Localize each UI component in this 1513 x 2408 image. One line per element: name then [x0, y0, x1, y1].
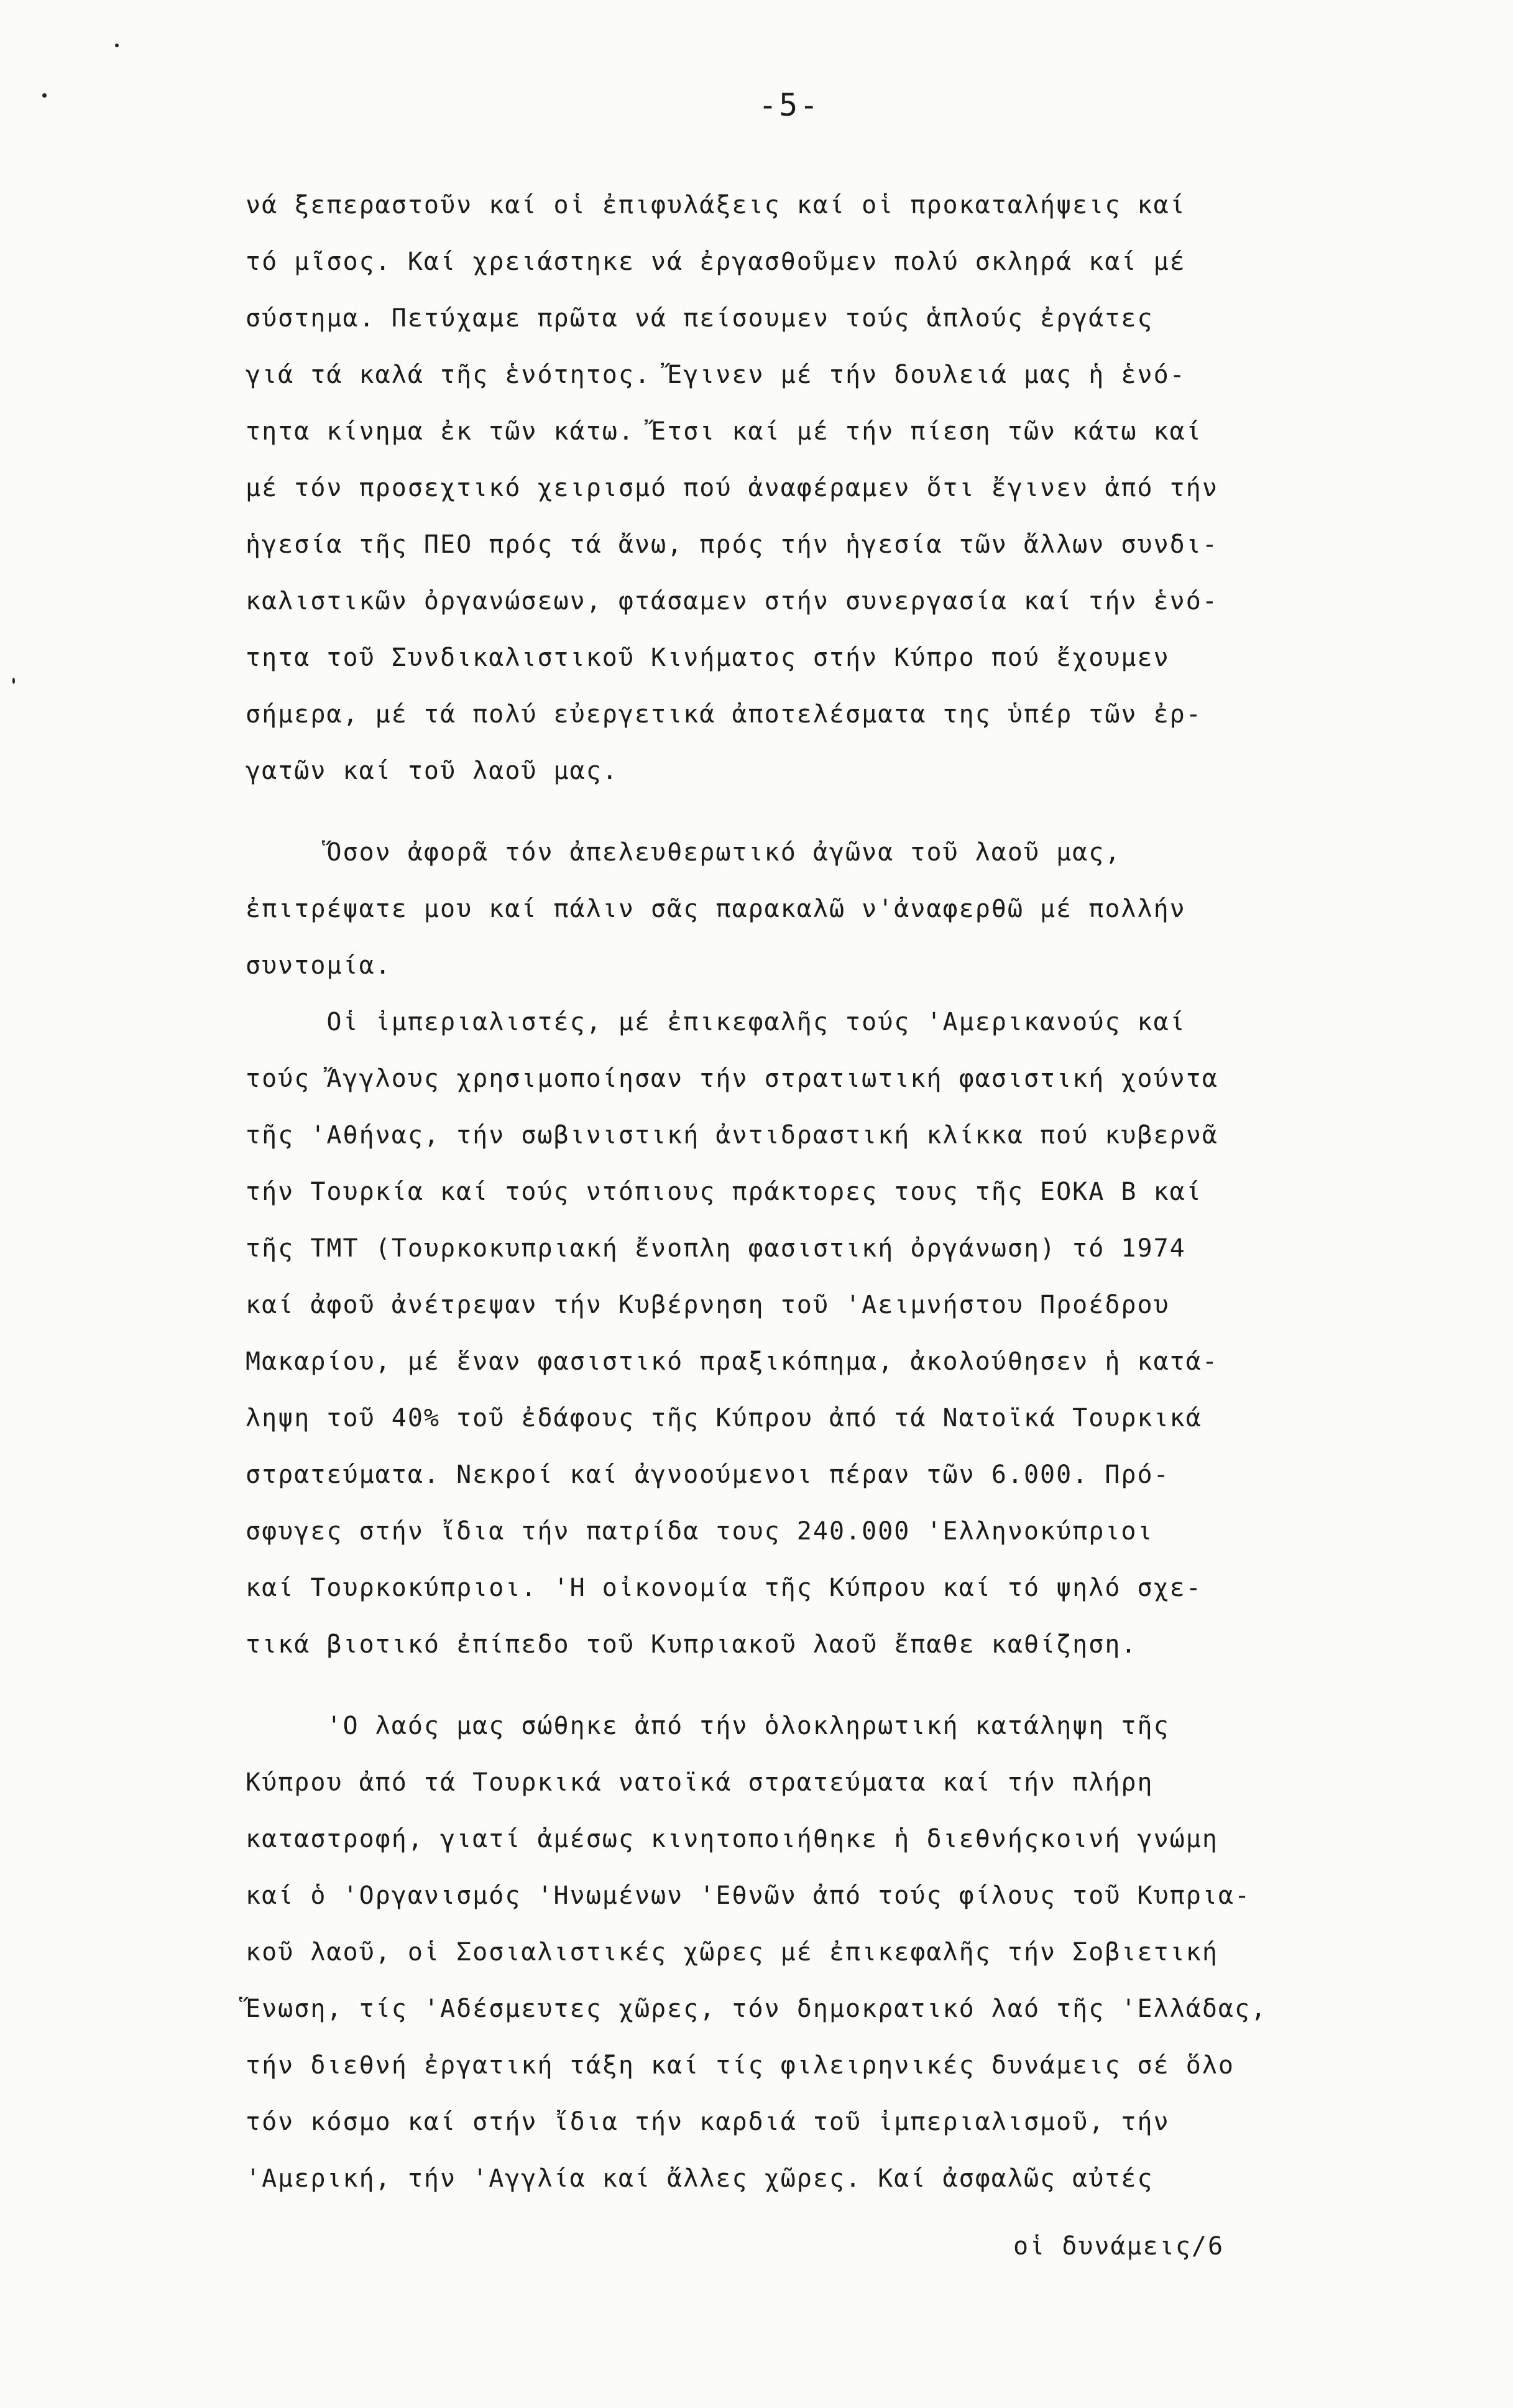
paragraph: [246, 824, 1427, 994]
paragraph-gap: [246, 1673, 1427, 1698]
text-line: μέ τόν προσεχτικό χειρισμό πού ἀναφέραμεν ὅτι ἔγινεν ἀπό τήν: [246, 474, 1218, 502]
text-line: τούς Ἄγγλους χρησιμοποίησαν τήν στρατιωτική φασιστική χούντα: [246, 1064, 1218, 1093]
text-line: νά ξεπεραστοῦν καί οἱ ἐπιφυλάξεις καί οἱ προκαταλήψεις καί: [246, 191, 1186, 219]
paragraph: [246, 1698, 1427, 2207]
text-line: Μακαρίου, μέ ἕναν φασιστικό πραξικόπημα, ἀκολούθησεν ἡ κατά-: [246, 1347, 1218, 1376]
text-line: τό μῖσος. Καί χρειάστηκε νά ἐργασθοῦμεν πολύ σκληρά καί μέ: [246, 247, 1186, 276]
text-line: ἡγεσία τῆς ΠΕΟ πρός τά ἄνω, πρός τήν ἡγεσία τῶν ἄλλων συνδι-: [246, 530, 1218, 559]
text-line: Ἕνωση, τίς 'Αδέσμευτες χῶρες, τόν δημοκρατικό λαό τῆς 'Ελλάδας,: [246, 1995, 1267, 2023]
text-line: 'Ο λαός μας σώθηκε ἀπό τήν ὁλοκληρωτική κατάληψη τῆς: [246, 1712, 1170, 1740]
page-number: -5-: [758, 87, 821, 123]
text-line: γιά τά καλά τῆς ἑνότητος. Ἔγινεν μέ τήν δουλειά μας ἡ ἑνό-: [246, 361, 1186, 389]
text-line: τικά βιοτικό ἐπίπεδο τοῦ Κυπριακοῦ λαοῦ ἔπαθε καθίζηση.: [246, 1630, 1138, 1659]
body-text: [246, 177, 1427, 2207]
text-line: ληψη τοῦ 40% τοῦ ἐδάφους τῆς Κύπρου ἀπό τά Νατοϊκά Τουρκικά: [246, 1404, 1202, 1432]
text-line: σήμερα, μέ τά πολύ εὐεργετικά ἀποτελέσματα της ὑπέρ τῶν ἐρ-: [246, 700, 1202, 729]
text-line: 'Αμερική, τήν 'Αγγλία καί ἄλλες χῶρες. Καί ἀσφαλῶς αὐτές: [246, 2164, 1154, 2193]
text-line: τητα τοῦ Συνδικαλιστικοῦ Κινήματος στήν Κύπρο πού ἔχουμεν: [246, 644, 1170, 672]
text-line: Κύπρου ἀπό τά Τουρκικά νατοϊκά στρατεύματα καί τήν πλήρη: [246, 1768, 1154, 1797]
text-line: καταστροφή, γιατί ἀμέσως κινητοποιήθηκε ἡ διεθνήςκοινή γνώμη: [246, 1825, 1218, 1853]
text-line: κοῦ λαοῦ, οἱ Σοσιαλιστικές χῶρες μέ ἐπικεφαλῆς τήν Σοβιετική: [246, 1938, 1218, 1967]
text-line: τητα κίνημα ἐκ τῶν κάτω. Ἔτσι καί μέ τήν πίεση τῶν κάτω καί: [246, 417, 1202, 446]
text-line: ἐπιτρέψατε μου καί πάλιν σᾶς παρακαλῶ ν'ἀναφερθῶ μέ πολλήν: [246, 895, 1186, 923]
page-continuation-marker: οἱ δυνάμεις/6: [1013, 2232, 1225, 2261]
text-line: καλιστικῶν ὀργανώσεων, φτάσαμεν στήν συνεργασία καί τήν ἑνό-: [246, 587, 1218, 616]
paragraph: [246, 177, 1427, 800]
scan-speck: [115, 44, 119, 47]
text-line: συντομία.: [246, 951, 392, 980]
text-line: Ὅσον ἀφορᾶ τόν ἀπελευθερωτικό ἀγῶνα τοῦ λαοῦ μας,: [246, 838, 1121, 867]
text-line: καί Τουρκοκύπριοι. 'Η οἰκονομία τῆς Κύπρου καί τό ψηλό σχε-: [246, 1574, 1202, 1602]
text-line: στρατεύματα. Νεκροί καί ἀγνοούμενοι πέραν τῶν 6.000. Πρό-: [246, 1460, 1170, 1489]
text-line: καί ἀφοῦ ἀνέτρεψαν τήν Κυβέρνηση τοῦ 'Αειμνήστου Προέδρου: [246, 1291, 1170, 1319]
text-line: τόν κόσμο καί στήν ἴδια τήν καρδιά τοῦ ἰμπεριαλισμοῦ, τήν: [246, 2108, 1170, 2136]
text-line: σύστημα. Πετύχαμε πρῶτα νά πείσουμεν τούς ἁπλούς ἐργάτες: [246, 304, 1154, 333]
text-line: τῆς ΤΜΤ (Τουρκοκυπριακή ἔνοπλη φασιστική ὀργάνωση) τό 1974: [246, 1234, 1186, 1263]
text-line: τήν διεθνή ἐργατική τάξη καί τίς φιλειρηνικές δυνάμεις σέ ὅλο: [246, 2051, 1235, 2080]
text-line: τῆς 'Αθήνας, τήν σωβινιστική ἀντιδραστική κλίκκα πού κυβερνᾶ: [246, 1121, 1218, 1150]
paragraph-gap: [246, 800, 1427, 824]
scan-speck: [42, 93, 47, 98]
text-line: καί ὁ 'Οργανισμός 'Ηνωμένων 'Εθνῶν ἀπό τούς φίλους τοῦ Κυπρια-: [246, 1881, 1251, 1910]
text-line: σφυγες στήν ἴδια τήν πατρίδα τους 240.000 'Ελληνοκύπριοι: [246, 1517, 1154, 1546]
scan-speck: [12, 678, 15, 684]
text-line: γατῶν καί τοῦ λαοῦ μας.: [246, 757, 619, 785]
text-line: τήν Τουρκία καί τούς ντόπιους πράκτορες τους τῆς ΕΟΚΑ Β καί: [246, 1178, 1202, 1206]
text-line: Οἱ ἰμπεριαλιστές, μέ ἐπικεφαλῆς τούς 'Αμερικανούς καί: [246, 1008, 1186, 1036]
paragraph: [246, 994, 1427, 1673]
